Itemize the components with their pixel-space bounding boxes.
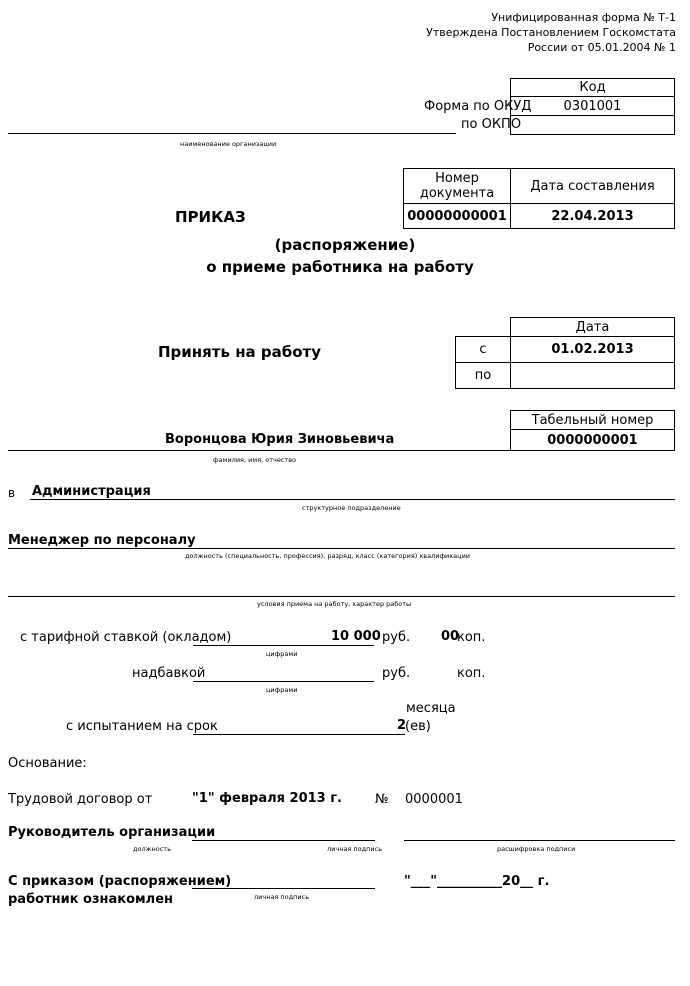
form-header-line2: Утверждена Постановлением Госкомстата [426,26,676,39]
director-label: Руководитель организации [8,825,216,840]
position-line [8,548,675,549]
probation-unit-top: месяца [406,701,456,716]
basis-doc-date: "1" февраля 2013 г. [192,791,342,806]
hire-date-header: Дата [510,317,675,337]
okud-value: 0301001 [510,96,675,116]
okpo-label: по ОКПО [461,117,522,132]
code-header: Код [510,78,675,97]
hire-label: Принять на работу [158,343,322,361]
salary-label: с тарифной ставкой (окладом) [20,630,232,645]
salary-line [193,645,374,646]
form-header [426,10,676,55]
okud-label: Форма по ОКУД [424,99,532,114]
salary-digits-caption: цифрами [266,650,298,658]
form-header-line1: Унифицированная форма № Т-1 [491,11,676,24]
tab-number-value: 0000000001 [510,429,675,451]
employee-name: Воронцова Юрия Зиновьевича [165,432,395,447]
hire-to-label: по [455,362,511,389]
basis-num-sign: № [375,792,389,807]
salary-rub: руб. [382,630,411,645]
organization-caption: наименование организации [180,140,277,148]
acknowledge-line1: С приказом (распоряжением) [8,874,232,889]
hire-to-value [510,362,675,389]
salary-kop: коп. [457,630,486,645]
organization-line [8,133,456,134]
acknowledge-sign-caption: личная подпись [254,893,310,901]
probation-line [193,734,405,735]
form-header-line3: России от 05.01.2004 № 1 [527,41,676,54]
title-sub1: (распоряжение) [274,236,416,254]
bonus-label: надбавкой [132,666,206,681]
bonus-digits-caption: цифрами [266,686,298,694]
acknowledge-sign-line [192,888,375,889]
hire-from-label: с [455,336,511,363]
page-title: ПРИКАЗ [175,208,246,226]
employee-name-caption: фамилия, имя, отчество [213,456,297,464]
director-decode-line [404,840,675,841]
bonus-kop: коп. [457,666,486,681]
doc-number-header: Номер документа [403,168,511,204]
acknowledge-line2: работник ознакомлен [8,892,174,907]
department-line [30,499,675,500]
position-caption: должность (специальность, профессия), разряд, класс (категория) квалификации [185,552,471,560]
salary-kop-value: 00 [441,629,460,644]
doc-date-header: Дата составления [510,168,675,204]
tab-number-header: Табельный номер [510,410,675,430]
okpo-value [510,115,675,135]
basis-num-value: 0000001 [405,792,463,807]
director-sign-caption: личная подпись [327,845,383,853]
hire-from-value: 01.02.2013 [510,336,675,363]
bonus-rub: руб. [382,666,411,681]
conditions-caption: условия приема на работу, характер работы [257,600,412,608]
director-decode-caption: расшифровка подписи [497,845,576,853]
doc-number-value: 00000000001 [403,203,511,229]
probation-unit-suffix: (ев) [405,719,431,734]
probation-value: 2 [397,718,407,733]
conditions-line [8,596,675,597]
basis-doc-label: Трудовой договор от [8,792,153,807]
position-value: Менеджер по персоналу [8,533,196,548]
salary-value: 10 000 [331,629,381,644]
basis-label: Основание: [8,756,87,771]
probation-label: с испытанием на срок [66,719,218,734]
doc-date-value: 22.04.2013 [510,203,675,229]
department-value: Администрация [32,484,151,499]
director-position-caption: должность [133,845,171,853]
director-sign-line [192,840,375,841]
department-prefix: в [8,486,16,500]
department-caption: структурное подразделение [302,504,401,512]
acknowledge-date: "___"__________20__ г. [404,874,550,889]
title-sub2: о приеме работника на работу [206,258,474,276]
bonus-line [193,681,374,682]
employee-name-line [8,450,510,451]
